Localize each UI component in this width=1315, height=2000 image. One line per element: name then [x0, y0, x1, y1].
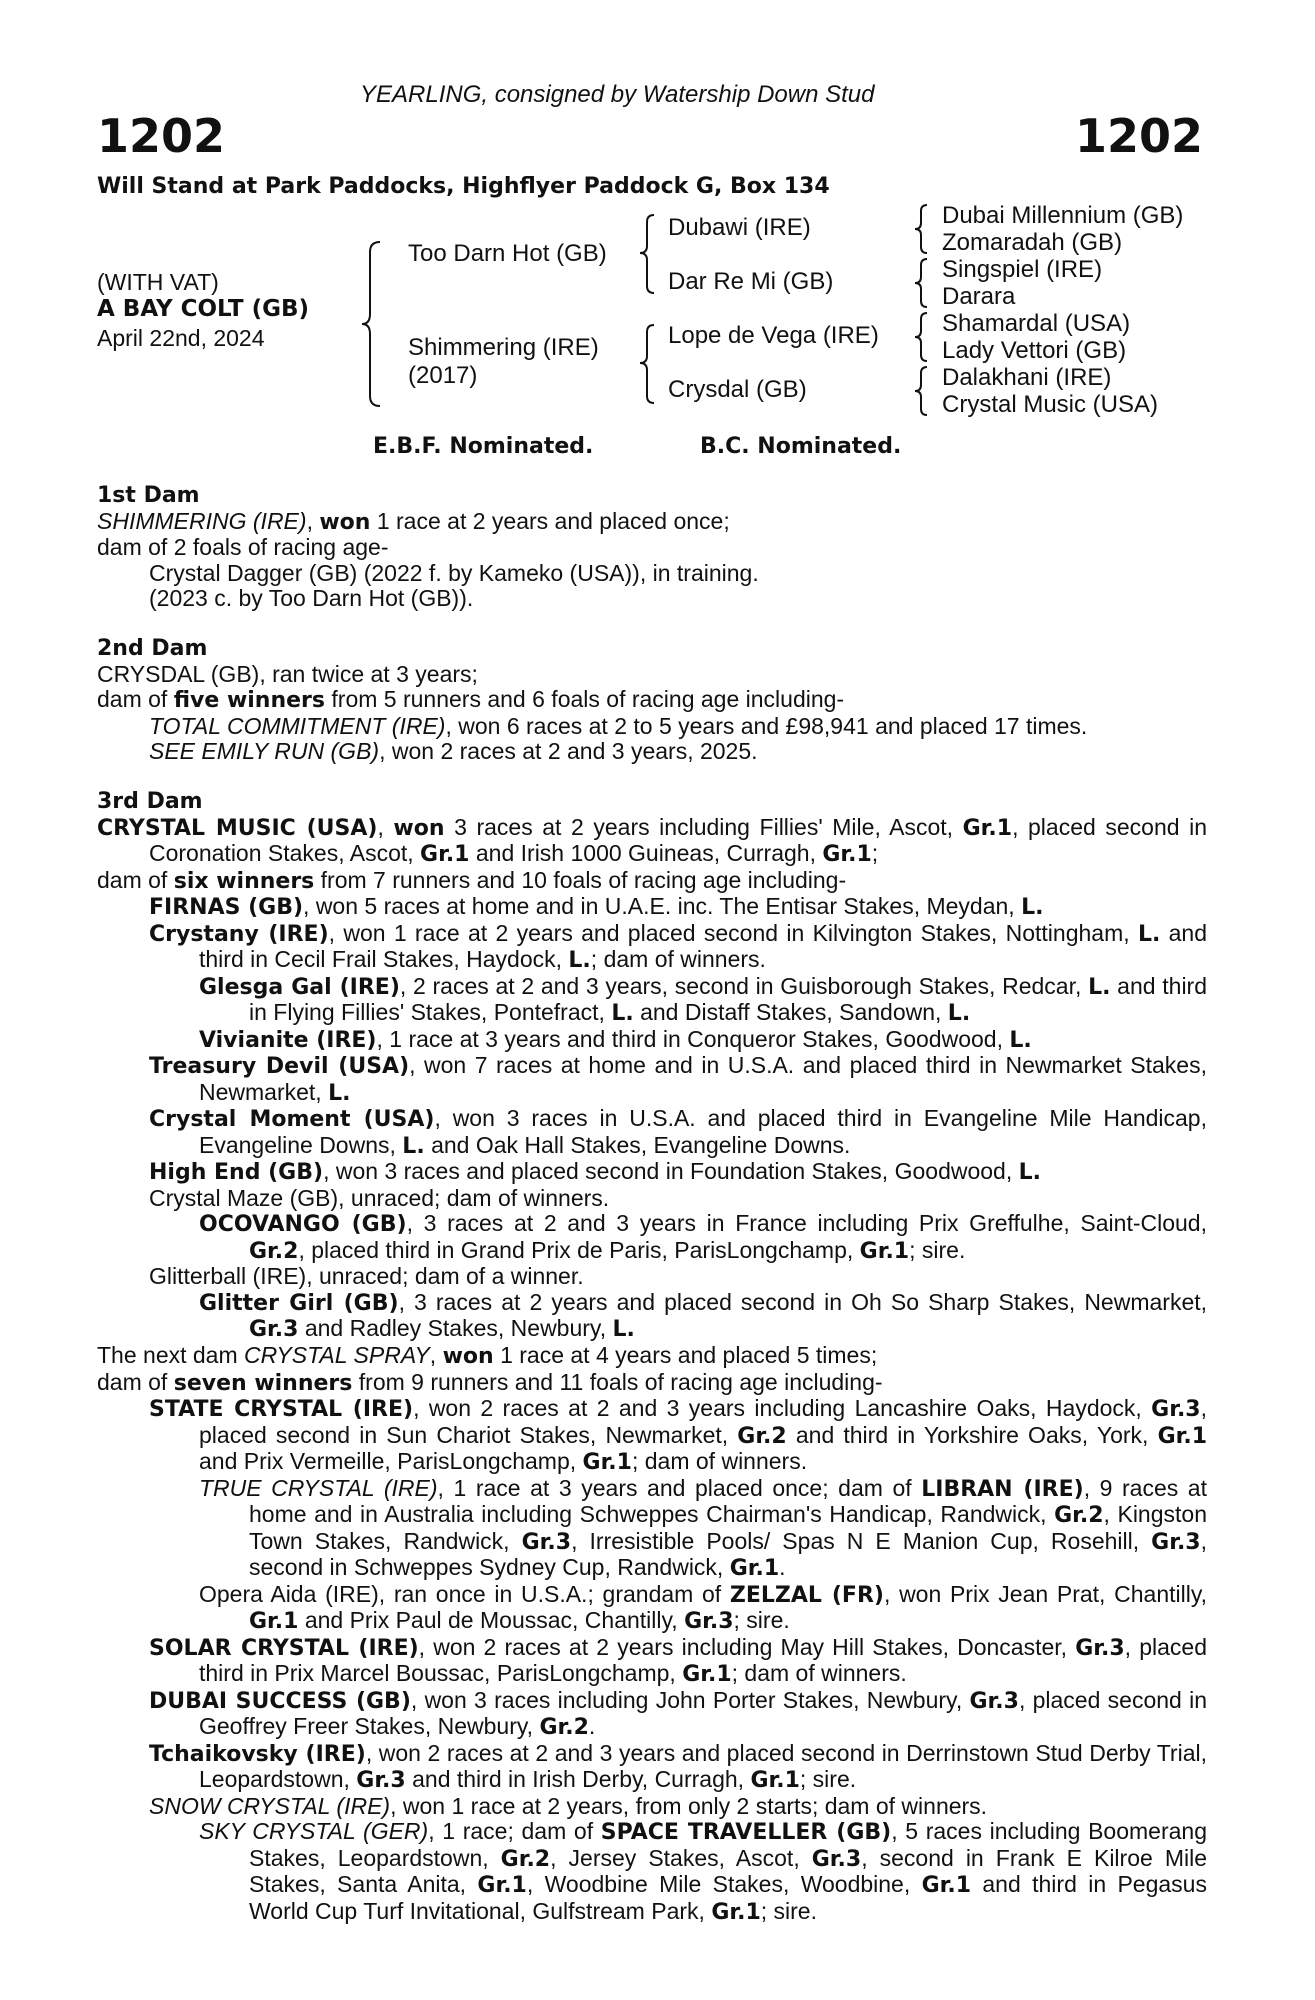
- ancestor-1: Dubai Millennium (GB): [942, 202, 1184, 229]
- vivianite: Vivianite (IRE): [199, 1027, 377, 1053]
- first-dam-section: 1st Dam SHIMMERING (IRE), won 1 race at 2 years and placed once; dam of 2 foals of racing age- Crystal Dagger (GB) (2022 f. by Kameko (USA)), in training. (2023 c. by Too Darn Hot (GB)).: [97, 482, 1207, 612]
- glitterball: Glitterball (IRE), unraced; dam of a winner.: [149, 1263, 584, 1289]
- sky-crystal: SKY CRYSTAL (GER): [199, 1818, 429, 1844]
- pedigree-bracket-dam: [638, 322, 660, 406]
- third-dam-heading: 3rd Dam: [97, 789, 203, 814]
- dam-sire: Lope de Vega (IRE): [668, 322, 879, 349]
- ancestor-4: Darara: [942, 283, 1016, 310]
- sire-name: Too Darn Hot (GB): [408, 240, 607, 267]
- won-label: won: [319, 509, 371, 535]
- next-dam-section: The next dam CRYSTAL SPRAY, won 1 race at 4 years and placed 5 times; dam of seven winners from 9 runners and 11 foals of racing age including- STATE CRYSTAL (IRE), won 2 races at 2 and 3 years including Lancashire Oaks, Haydock, Gr.3, placed second in Sun Chariot Stakes, Newmarket, Gr.2 and third in Yorkshire Oaks, York, Gr.1 and Prix Vermeille, ParisLongchamp, Gr.1; dam of winners. TRUE CRYSTAL (IRE), 1 race at 3 years and placed once; dam of LIBRAN (IRE), 9 races at home and in Australia including Schweppes Chairman's Handicap, Randwick, Gr.2, Kingston Town Stakes, Randwick, Gr.3, Irresistible Pools/ Spas N E Manion Cup, Rosehill, Gr.3, second in Schweppes Sydney Cup, Randwick, Gr.1. Opera Aida (IRE), ran once in U.S.A.; grandam of ZELZAL (FR), won Prix Jean Prat, Chantilly, Gr.1 and Prix Paul de Moussac, Chantilly, Gr.3; sire. SOLAR CRYSTAL (IRE), won 2 races at 2 years including May Hill Stakes, Doncaster, Gr.3, placed third in Prix Marcel Boussac, ParisLongchamp, Gr.1; dam of winners. DUBAI SUCCESS (GB), won 3 races including John Porter Stakes, Newbury, Gr.3, placed second in Geoffrey Freer Stakes, Newbury, Gr.2. Tchaikovsky (IRE), won 2 races at 2 and 3 years and placed second in Derrinstown Stud Derby Trial, Leopardstown, Gr.3 and third in Irish Derby, Curragh, Gr.1; sire. SNOW CRYSTAL (IRE), won 1 race at 2 years, from only 2 starts; dam of winners. SKY CRYSTAL (GER), 1 race; dam of SPACE TRAVELLER (GB), 5 races including Boomerang Stakes, Leopardstown, Gr.2, Jersey Stakes, Ascot, Gr.3, second in Frank E Kilroe Mile Stakes, Santa Anita, Gr.1, Woodbine Mile Stakes, Woodbine, Gr.1 and third in Pegasus World Cup Turf Invitational, Gulfstream Park, Gr.1; sire.: [97, 1342, 1208, 1925]
- ancestor-7: Dalakhani (IRE): [942, 364, 1112, 391]
- ancestor-2: Zomaradah (GB): [942, 229, 1123, 256]
- pedigree-bracket-sire: [638, 212, 660, 296]
- crystal-moment: Crystal Moment (USA): [149, 1107, 435, 1132]
- dubai-success: DUBAI SUCCESS (GB): [149, 1688, 411, 1714]
- first-dam-produce-2: (2023 c. by Too Darn Hot (GB)).: [149, 585, 474, 611]
- first-dam-produce-1: Crystal Dagger (GB) (2022 f. by Kameko (USA)), in training.: [149, 559, 759, 586]
- catalogue-subtitle: YEARLING, consigned by Watership Down Stud: [360, 81, 875, 108]
- horse-name: A BAY COLT (GB): [97, 296, 310, 322]
- second-dam-winners: five winners: [173, 688, 326, 713]
- total-commitment: TOTAL COMMITMENT (IRE): [149, 712, 446, 739]
- space-traveller: SPACE TRAVELLER (GB): [600, 1820, 892, 1845]
- see-emily-run: SEE EMILY RUN (GB): [149, 738, 380, 764]
- true-crystal: TRUE CRYSTAL (IRE): [199, 1474, 438, 1501]
- lot-number-left: 1202: [97, 109, 226, 163]
- crystany: Crystany (IRE): [149, 921, 329, 947]
- second-dam-section: 2nd Dam CRYSDAL (GB), ran twice at 3 years; dam of five winners from 5 runners and 6 foals of racing age including- TOTAL COMMITMENT (IRE), won 6 races at 2 to 5 years and £98,941 and placed 17 times. SEE EMILY RUN (GB), won 2 races at 2 and 3 years, 2025.: [97, 635, 1207, 765]
- tchaikovsky: Tchaikovsky (IRE): [149, 1741, 366, 1767]
- ebf-nomination: E.B.F. Nominated.: [373, 434, 594, 459]
- glesga-gal: Glesga Gal (IRE): [199, 974, 400, 1000]
- snow-crystal: SNOW CRYSTAL (IRE): [149, 1792, 391, 1819]
- pedigree-bracket-g3-1: [912, 202, 932, 256]
- ancestor-5: Shamardal (USA): [942, 310, 1131, 337]
- bc-nomination: B.C. Nominated.: [700, 434, 902, 459]
- pedigree-bracket-g3-3: [912, 310, 932, 364]
- first-dam-foals: dam of 2 foals of racing age-: [97, 534, 389, 560]
- lot-number-right: 1202: [1074, 109, 1203, 163]
- stand-location: Will Stand at Park Paddocks, Highflyer Paddock G, Box 134: [97, 174, 830, 199]
- high-end: High End (GB): [149, 1160, 324, 1185]
- ancestor-8: Crystal Music (USA): [942, 391, 1159, 418]
- glitter-girl: Glitter Girl (GB): [199, 1290, 399, 1316]
- libran: LIBRAN (IRE): [921, 1476, 1084, 1502]
- treasury-devil: Treasury Devil (USA): [149, 1054, 410, 1079]
- ocovango: OCOVANGO (GB): [199, 1212, 407, 1237]
- ancestor-3: Singspiel (IRE): [942, 256, 1103, 283]
- first-dam-record: 1 race at 2 years and placed once;: [370, 507, 730, 534]
- crystal-music: CRYSTAL MUSIC (USA): [97, 815, 378, 841]
- zelzal: ZELZAL (FR): [729, 1582, 884, 1608]
- first-dam-name: SHIMMERING (IRE): [97, 507, 307, 534]
- sire-sire: Dubawi (IRE): [668, 214, 811, 241]
- first-dam-heading: 1st Dam: [97, 483, 200, 508]
- opera-aida: Opera Aida (IRE), ran once in U.S.A.; grandam of: [199, 1580, 730, 1607]
- pedigree-bracket-main: [360, 238, 390, 410]
- solar-crystal: SOLAR CRYSTAL (IRE): [149, 1635, 419, 1661]
- pedigree-bracket-g3-4: [912, 364, 932, 418]
- dam-year: (2017): [408, 362, 478, 389]
- second-dam-heading: 2nd Dam: [97, 636, 208, 661]
- dam-dam: Crysdal (GB): [668, 376, 807, 403]
- pedigree-bracket-g3-2: [912, 256, 932, 310]
- foaling-date: April 22nd, 2024: [97, 325, 265, 351]
- ancestor-6: Lady Vettori (GB): [942, 337, 1127, 364]
- third-dam-section: 3rd Dam CRYSTAL MUSIC (USA), won 3 races at 2 years including Fillies' Mile, Ascot, Gr.1, placed second in Coronation Stakes, Ascot, Gr.1 and Irish 1000 Guineas, Curragh, Gr.1; dam of six winners from 7 runners and 10 foals of racing age including- FIRNAS (GB), won 5 races at home and in U.A.E. inc. The Entisar Stakes, Meydan, L. Crystany (IRE), won 1 race at 2 years and placed second in Kilvington Stakes, Nottingham, L. and third in Cecil Frail Stakes, Haydock, L.; dam of winners. Glesga Gal (IRE), 2 races at 2 and 3 years, second in Guisborough Stakes, Redcar, L. and third in Flying Fillies' Stakes, Pontefract, L. and Distaff Stakes, Sandown, L. Vivianite (IRE), 1 race at 3 years and third in Conqueror Stakes, Goodwood, L. Treasury Devil (USA), won 7 races at home and in U.S.A. and placed third in Newmarket Stakes, Newmarket, L. Crystal Moment (USA), won 3 races in U.S.A. and placed third in Evangeline Mile Handicap, Evangeline Downs, L. and Oak Hall Stakes, Evangeline Downs. High End (GB), won 3 races and placed second in Foundation Stakes, Goodwood, L. Crystal Maze (GB), unraced; dam of winners. OCOVANGO (GB), 3 races at 2 and 3 years in France including Prix Greffulhe, Saint-Cloud, Gr.2, placed third in Grand Prix de Paris, ParisLongchamp, Gr.1; sire. Glitterball (IRE), unraced; dam of a winner. Glitter Girl (GB), 3 races at 2 years and placed second in Oh So Sharp Stakes, Newmarket, Gr.3 and Radley Stakes, Newbury, L.: [97, 789, 1208, 1342]
- vat-note: (WITH VAT): [97, 269, 219, 295]
- second-dam-record: CRYSDAL (GB), ran twice at 3 years;: [97, 660, 478, 687]
- firnas: FIRNAS (GB): [149, 895, 304, 920]
- sire-dam: Dar Re Mi (GB): [668, 268, 834, 295]
- state-crystal: STATE CRYSTAL (IRE): [149, 1397, 414, 1422]
- dam-name: Shimmering (IRE): [408, 334, 599, 361]
- crystal-spray: CRYSTAL SPRAY: [244, 1342, 430, 1368]
- crystal-maze: Crystal Maze (GB), unraced; dam of winners.: [149, 1184, 610, 1211]
